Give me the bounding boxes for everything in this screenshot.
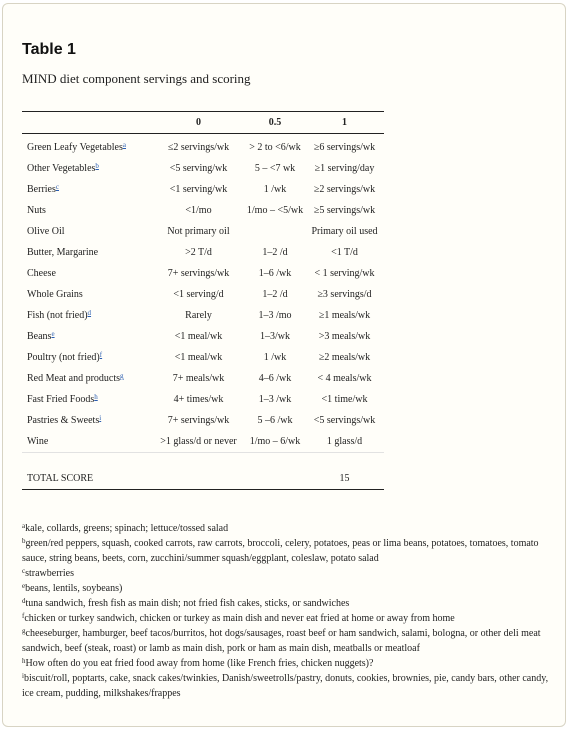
footnote-text: chicken or turkey sandwich, chicken or turkey as main dish and never eat fried at home or away from home [24, 613, 455, 624]
header-score-1: 1 [305, 112, 384, 134]
score-0-cell: Rarely [185, 310, 212, 321]
footnote-mark: a [22, 522, 26, 530]
score-1-cell: <1 T/d [331, 247, 358, 258]
component-name: Berries [27, 184, 56, 195]
score-1-cell: <1 time/wk [321, 394, 368, 405]
score-1-cell: >3 meals/wk [318, 331, 371, 342]
score-05-cell: > 2 to <6/wk [249, 141, 301, 153]
score-1-cell: 1 glass/d [305, 431, 384, 453]
score-1-cell: < 4 meals/wk [317, 373, 372, 384]
footnote [22, 671, 557, 701]
score-0-cell: <1 serving/d [173, 289, 224, 300]
footnote-text: tuna sandwich, fresh fish as main dish; not fried fish cakes, sticks, or sandwiches [25, 598, 350, 609]
component-cell [22, 284, 152, 305]
footnote-mark: d [22, 597, 26, 605]
score-0-cell: Not primary oil [167, 226, 230, 237]
table-row [22, 326, 384, 347]
footnote-ref-link[interactable]: c [55, 183, 59, 191]
header-score-05: 0.5 [245, 112, 305, 134]
footnote-mark: c [22, 567, 26, 575]
component-name: Olive Oil [27, 226, 65, 237]
table-row [22, 221, 384, 242]
score-05-cell [245, 221, 305, 242]
footnote-mark: g [22, 627, 26, 635]
footnote [22, 566, 557, 581]
component-cell [22, 263, 152, 284]
component-cell [22, 134, 152, 159]
footnote [22, 596, 557, 611]
score-05-cell: 1/mo – 6/wk [245, 431, 305, 453]
component-name: Whole Grains [27, 289, 83, 300]
footnote-text: green/red peppers, squash, cooked carrots, raw carrots, broccoli, celery, potatoes, peas or lima beans, potatoes, tomatoes, tomato sauce, string beans, beets, corn, zucchini/summer squash/eggplant, coleslaw, potato salad [22, 538, 539, 564]
score-1-cell: < 1 serving/wk [314, 268, 375, 279]
footnote-ref-link[interactable]: f [99, 351, 103, 359]
score-1-cell: ≥1 meals/wk [318, 310, 371, 321]
table-row [22, 200, 384, 221]
score-1-cell: Primary oil used [311, 226, 378, 237]
header-component [22, 112, 152, 134]
footnote-mark: b [22, 537, 26, 545]
footnote-mark: i [22, 672, 24, 680]
score-1-cell: ≥3 servings/d [317, 289, 372, 300]
table-row [22, 410, 384, 431]
score-05-cell: 1–3 /wk [258, 394, 292, 405]
component-name: Green Leafy Vegetables [27, 141, 123, 153]
score-1-cell: ≥6 servings/wk [313, 141, 376, 153]
score-05-cell: 1–2 /d [262, 247, 288, 258]
table-row [22, 431, 384, 453]
table-row [22, 389, 384, 410]
footnote-mark: f [22, 612, 25, 620]
score-0-cell: >2 T/d [185, 247, 212, 258]
score-05-cell: 1–6 /wk [258, 268, 292, 279]
table-panel [2, 3, 566, 727]
score-05-cell: 1–3 /mo [258, 310, 292, 321]
component-cell [22, 242, 152, 263]
footnote-ref-link[interactable]: b [95, 162, 99, 170]
score-05-cell: 1–2 /d [262, 289, 288, 300]
score-05-cell: 1/mo – <5/wk [246, 205, 304, 216]
score-1-cell: ≥1 serving/day [314, 163, 375, 174]
component-cell [22, 326, 152, 347]
footnote [22, 656, 557, 671]
footnote-ref-link[interactable]: e [51, 330, 55, 338]
score-0-cell: 7+ servings/wk [167, 415, 230, 426]
table-row [22, 242, 384, 263]
footnotes [22, 521, 557, 701]
total-value: 15 [305, 468, 384, 490]
footnote-ref-link[interactable]: a [122, 140, 126, 149]
table-row [22, 368, 384, 389]
total-row [22, 468, 384, 490]
footnote [22, 581, 557, 596]
footnote-ref-link[interactable]: i [99, 414, 102, 422]
score-0-cell: <1/mo [185, 205, 212, 216]
component-cell [22, 431, 152, 453]
score-1-cell: <5 servings/wk [313, 415, 376, 426]
footnote-text: cheeseburger, hamburger, beef tacos/burritos, hot dogs/sausages, roast beef or ham sandwich, salami, bologna, or other deli meat sandwich, beef (steak, roast) or lamb as main dish, pork or ham as main dish, meatballs or meatloaf [22, 628, 541, 654]
table-title: Table 1 [22, 41, 76, 58]
score-0-cell: >1 glass/d or never [152, 431, 245, 453]
component-cell [22, 158, 152, 179]
table-row [22, 158, 384, 179]
score-0-cell: 4+ times/wk [173, 394, 224, 405]
component-cell [22, 305, 152, 326]
footnote-mark: h [22, 657, 26, 665]
component-cell [22, 347, 152, 368]
table-caption: MIND diet component servings and scoring [22, 71, 251, 86]
footnote-mark: e [22, 582, 26, 590]
component-name: Wine [27, 436, 49, 447]
table-row [22, 179, 384, 200]
mind-score-table [22, 111, 384, 490]
component-cell [22, 368, 152, 389]
component-name: Fast Fried Foods [27, 394, 95, 405]
table-row [22, 263, 384, 284]
footnote-text: beans, lentils, soybeans) [25, 583, 123, 594]
total-label: TOTAL SCORE [22, 468, 152, 490]
table-row [22, 305, 384, 326]
score-1-cell: ≥5 servings/wk [313, 205, 376, 216]
component-cell [22, 200, 152, 221]
score-1-cell: ≥2 servings/wk [313, 184, 376, 195]
spacer-row [22, 453, 384, 469]
footnote-text: How often do you eat fried food away from home (like French fries, chicken nuggets)? [25, 658, 374, 669]
footnote [22, 521, 557, 536]
score-05-cell: 5 – <7 wk [254, 163, 296, 174]
table-row [22, 347, 384, 368]
component-name: Other Vegetables [27, 163, 96, 174]
component-cell [22, 179, 152, 200]
score-0-cell: <1 serving/wk [169, 184, 228, 195]
score-0-cell: 7+ meals/wk [172, 373, 225, 384]
header-score-0: 0 [152, 112, 245, 134]
footnote-ref-link[interactable]: h [94, 393, 98, 401]
component-name: Butter, Margarine [27, 247, 99, 258]
component-cell [22, 389, 152, 410]
score-0-cell: <1 meal/wk [174, 331, 223, 342]
score-0-cell: ≤2 servings/wk [167, 141, 230, 153]
table-row [22, 134, 384, 159]
score-05-cell: 1 /wk [263, 352, 287, 363]
footnote-ref-link[interactable]: d [87, 309, 92, 317]
score-05-cell: 1 /wk [263, 184, 287, 195]
component-name: Nuts [27, 205, 46, 216]
component-cell [22, 221, 152, 242]
component-name: Beans [27, 331, 52, 342]
score-05-cell: 4–6 /wk [258, 373, 292, 384]
component-name: Red Meat and products [27, 373, 121, 384]
component-cell [22, 410, 152, 431]
footnote [22, 626, 557, 656]
footnote [22, 611, 557, 626]
component-name: Pastries & Sweets [27, 415, 100, 426]
table-body [22, 134, 384, 490]
component-name: Poultry (not fried) [27, 352, 100, 363]
component-name: Fish (not fried) [27, 310, 88, 321]
footnote [22, 536, 557, 566]
score-1-cell: ≥2 meals/wk [318, 352, 371, 363]
table-row [22, 284, 384, 305]
component-name: Cheese [27, 268, 56, 279]
score-0-cell: 7+ servings/wk [167, 268, 230, 279]
score-05-cell: 5 –6 /wk [257, 415, 293, 426]
footnote-text: biscuit/roll, poptarts, cake, snack cakes/twinkies, Danish/sweetrolls/pastry, donuts, cookies, brownies, pie, candy bars, other candy, ice cream, pudding, milkshakes/frappes [22, 673, 549, 699]
footnote-text: strawberries [25, 568, 74, 579]
footnote-ref-link[interactable]: g [120, 372, 124, 380]
score-0-cell: <5 serving/wk [169, 163, 228, 174]
score-05-cell: 1–3/wk [260, 331, 290, 342]
footnote-text: kale, collards, greens; spinach; lettuce/tossed salad [25, 523, 229, 534]
header-row [22, 112, 384, 134]
score-0-cell: <1 meal/wk [174, 352, 223, 363]
